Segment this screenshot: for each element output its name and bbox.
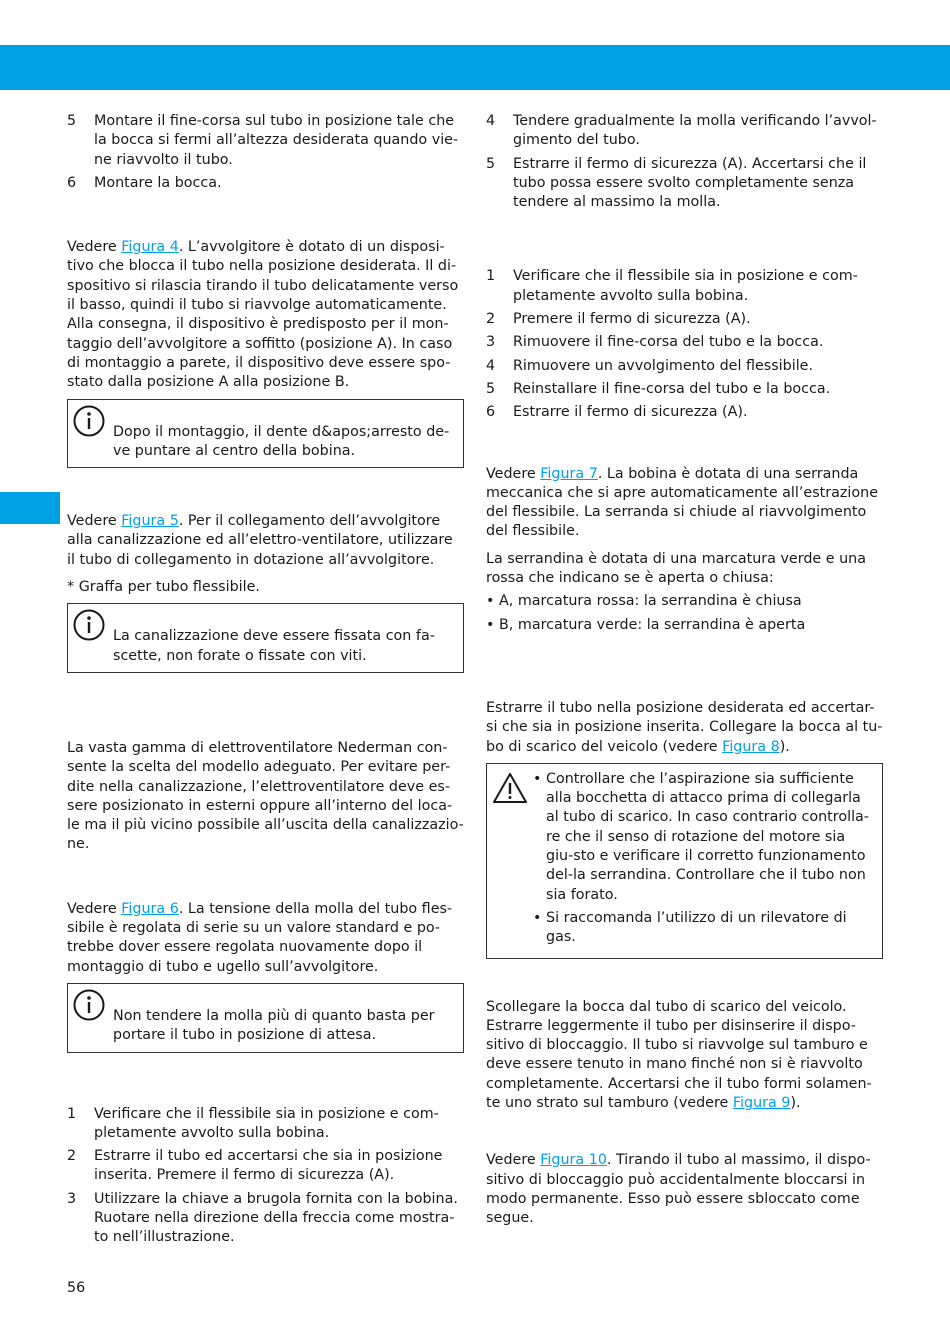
list-item: 1 Verificare che il flessibile sia in posizione e com-pletamente avvolto sulla bobina. — [486, 268, 858, 304]
list-item: 6 Montare la bocca. — [67, 174, 222, 191]
list-item: 5 Reinstallare il fine-corsa del tubo e la bocca. — [486, 380, 831, 397]
list-item: • Controllare che l’aspirazione sia sufficiente alla bocchetta di attacco prima di collegarla al tubo di scarico. In caso contrario controlla-re che il senso di rotazione del motore sia giu-sto e verificare il corretto funzionamento del-la serrandina. Controllare che il tubo non sia forato. — [533, 770, 876, 905]
paragraph: Vedere Figura 7. La bobina è dotata di una serranda meccanica che si apre automaticamente all’estrazione del flessibile. La serranda si chiude al riavvolgimento del flessibile. — [486, 465, 878, 540]
paragraph: Estrarre il tubo nella posizione desiderata ed accertar-si che sia in posizione inserita. Collegare la bocca al tu-bo di scarico del veicolo (vedere Figura 8). — [486, 699, 883, 755]
figure-link[interactable]: Figura 6 — [121, 900, 179, 917]
step-list — [486, 267, 883, 422]
bullet-list — [486, 592, 883, 635]
list-item: • A, marcatura rossa: la serrandina è chiusa — [486, 592, 883, 611]
paragraph: Scollegare la bocca dal tubo di scarico del veicolo. Estrarre leggermente il tubo per disinserire il dispo-sitivo di bloccaggio. Il tubo si riavvolge sul tamburo e deve essere tenuto in mano finché non si è riavvolto completamente. Accertarsi che il tubo formi solamen-te uno strato sul tamburo (vedere Figura 9). — [486, 998, 872, 1111]
left-column — [67, 112, 464, 1252]
figure-link[interactable]: Figura 8 — [722, 738, 780, 755]
paragraph: Vedere Figura 10. Tirando il tubo al massimo, il dispo-sitivo di bloccaggio può accidentalmente bloccarsi in modo permanente. Esso può essere sbloccato come segue. — [486, 1152, 871, 1227]
info-note: La canalizzazione deve essere fissata con fa-scette, non forate o fissate con viti. — [67, 603, 464, 673]
list-item: 3 Utilizzare la chiave a brugola fornita con la bobina. Ruotare nella direzione della freccia come mostra-to nell’illustrazione. — [67, 1190, 458, 1246]
step-list — [67, 112, 464, 193]
figure-link[interactable]: Figura 9 — [732, 1094, 791, 1111]
paragraph: Vedere Figura 6. La tensione della molla del tubo fles-sibile è regolata di serie su un valore standard e po-trebbe dover essere regolata nuovamente dopo il montaggio di tubo e ugello sull’avvolgitore. — [67, 900, 453, 975]
figure-link[interactable]: Figura 5 — [121, 513, 179, 530]
info-icon — [73, 609, 105, 641]
list-item: 4 Rimuovere un avvolgimento del flessibile. — [486, 357, 814, 374]
list-item: 2 Premere il fermo di sicurezza (A). — [486, 311, 751, 328]
warning-note — [486, 763, 883, 959]
list-item: 6 Estrarre il fermo di sicurezza (A). — [486, 404, 748, 421]
info-note: Dopo il montaggio, il dente d&apos;arresto de-ve puntare al centro della bobina. — [67, 399, 464, 469]
info-icon — [73, 989, 105, 1021]
info-icon — [73, 405, 105, 437]
list-item: • B, marcatura verde: la serrandina è aperta — [486, 616, 883, 635]
right-column — [486, 112, 883, 1228]
header-bar — [0, 45, 950, 90]
paragraph: Vedere Figura 5. Per il collegamento dell’avvolgitore alla canalizzazione ed all’elettro-ventilatore, utilizzare il tubo di collegamento in dotazione all’avvolgitore. — [67, 513, 453, 568]
list-item: • Si raccomanda l’utilizzo di un rilevatore di gas. — [533, 909, 876, 948]
paragraph: La serrandina è dotata di una marcatura verde e una rossa che indicano se è aperta o chiusa: — [486, 550, 866, 587]
warning-list — [533, 770, 876, 948]
step-list — [486, 112, 883, 212]
list-item: 3 Rimuovere il fine-corsa del tubo e la bocca. — [486, 334, 824, 351]
list-item: 4 Tendere gradualmente la molla verificando l’avvol-gimento del tubo. — [486, 113, 877, 149]
info-note: Non tendere la molla più di quanto basta per portare il tubo in posizione di attesa. — [67, 983, 464, 1053]
figure-link[interactable]: Figura 10 — [540, 1152, 607, 1169]
warning-icon — [492, 772, 528, 804]
paragraph: Vedere Figura 4. L’avvolgitore è dotato di un disposi-tivo che blocca il tubo nella posizione desiderata. Il di-spositivo si rilascia tirando il tubo delicatamente verso il basso, quindi il tubo si riavvolge automaticamente. Alla consegna, il dispositivo è predisposto per il mon-taggio dell’avvolgitore a soffitto (posizione A). In caso di montaggio a parete, il dispositivo deve essere spo-stato dalla posizione A alla posizione B. — [67, 239, 459, 391]
figure-link[interactable]: Figura 7 — [540, 465, 598, 482]
paragraph: La vasta gamma di elettroventilatore Nederman con-sente la scelta del modello adeguato. Per evitare per-dite nella canalizzazione, l’elettroventilatore deve es-sere posizionato in esterni oppure all’interno del loca-le ma il più vicino possibile all’uscita della canalizzazio-ne. — [67, 739, 464, 853]
page-number: 56 — [67, 1280, 86, 1296]
paragraph: * Graffa per tubo flessibile. — [67, 579, 260, 596]
list-item: 5 Estrarre il fermo di sicurezza (A). Accertarsi che il tubo possa essere svolto completamente senza tendere al massimo la molla. — [486, 155, 867, 211]
section-tab — [0, 492, 60, 524]
list-item: 2 Estrarre il tubo ed accertarsi che sia in posizione inserita. Premere il fermo di sicurezza (A). — [67, 1148, 443, 1184]
figure-link[interactable]: Figura 4 — [121, 239, 179, 256]
list-item: 1 Verificare che il flessibile sia in posizione e com-pletamente avvolto sulla bobina. — [67, 1105, 439, 1141]
list-item: 5 Montare il fine-corsa sul tubo in posizione tale che la bocca si fermi all’altezza desiderata quando vie-ne riavvolto il tubo. — [67, 113, 459, 168]
step-list — [67, 1105, 464, 1248]
